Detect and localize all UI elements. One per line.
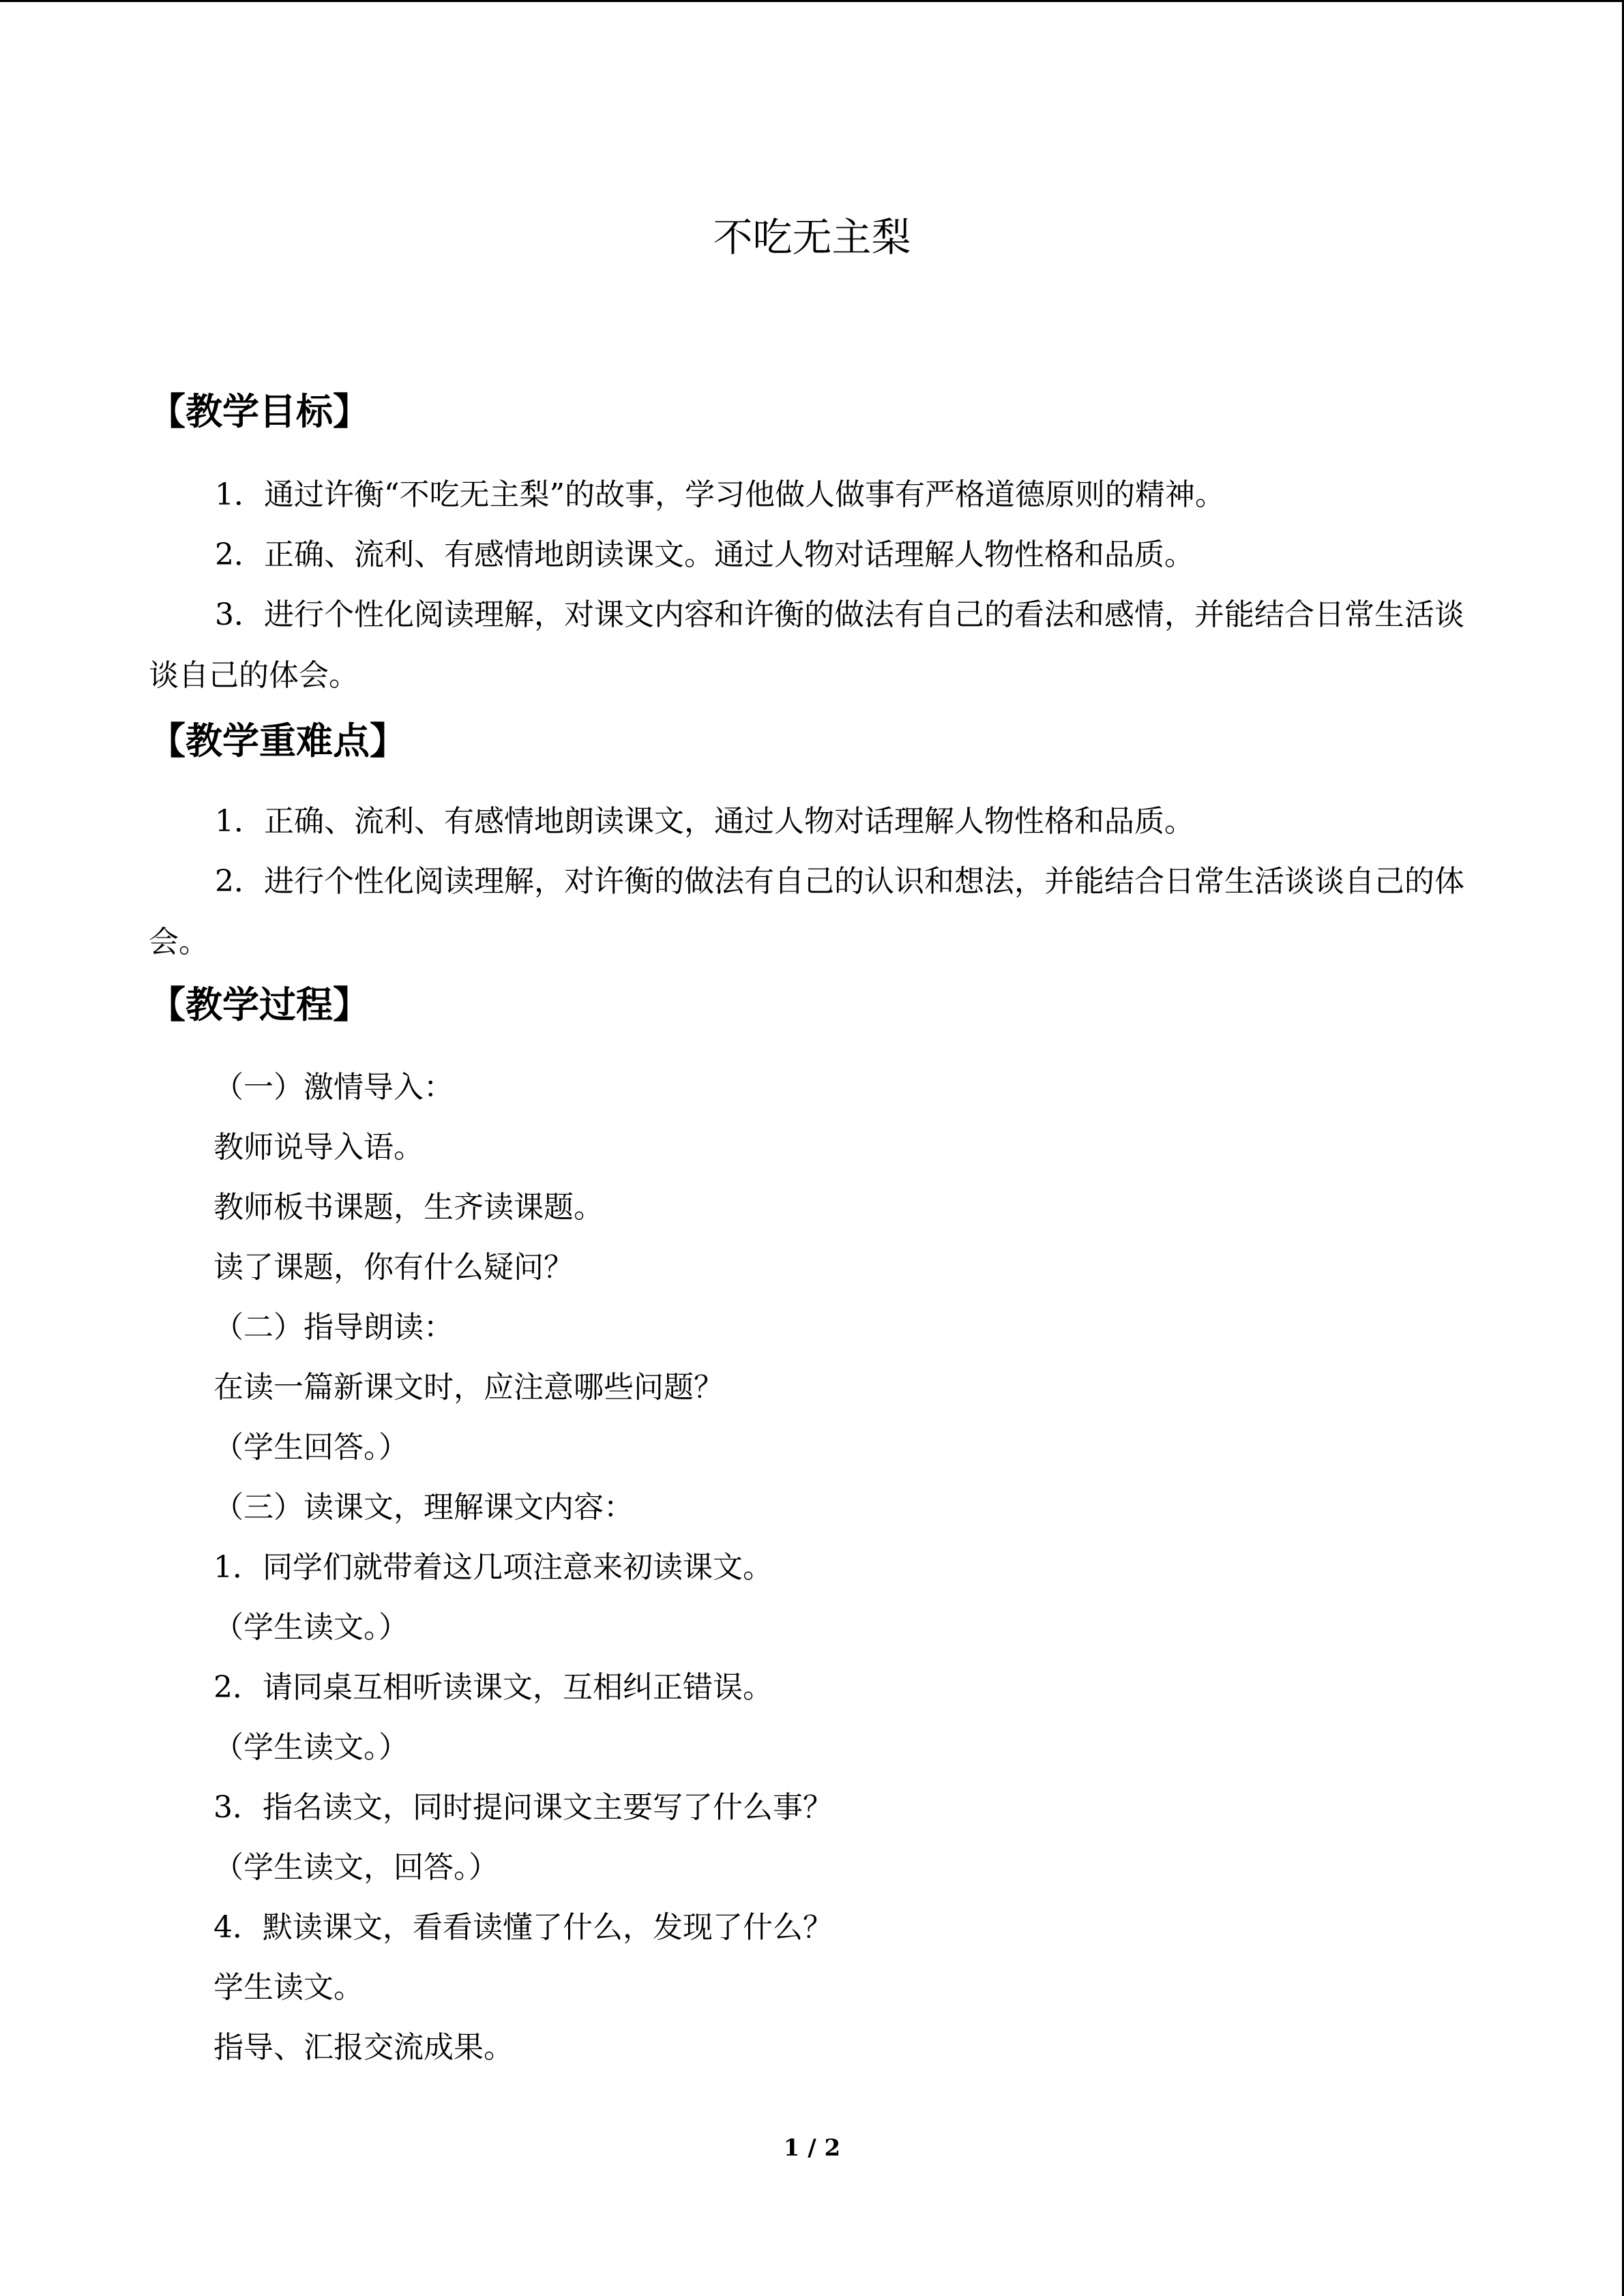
document-title: 不吃无主梨 (713, 214, 911, 260)
process-step: （学生读文，回答。） (213, 1850, 499, 1885)
process-step: 3．指名读文，同时提问课文主要写了什么事？ (213, 1790, 833, 1825)
key-point-item-2: 2．进行个性化阅读理解，对许衡的做法有自己的认识和想法，并能结合日常生活谈谈自己的体会。 (149, 864, 1464, 959)
process-step: 2．请同桌互相听读课文，互相纠正错误。 (213, 1670, 773, 1705)
process-step: （二）指导朗读： (213, 1310, 454, 1345)
process-step: （一）激情导入： (213, 1070, 454, 1105)
section-heading-key-points: 【教学重难点】 (149, 719, 407, 762)
process-step: （学生读文。） (213, 1730, 409, 1765)
section-heading-process: 【教学过程】 (149, 983, 370, 1026)
process-step: 在读一篇新课文时，应注意哪些问题？ (213, 1370, 724, 1405)
process-step: （学生回答。） (213, 1430, 409, 1465)
process-step: 4．默读课文，看看读懂了什么，发现了什么？ (213, 1910, 833, 1945)
process-step: 读了课题，你有什么疑问？ (213, 1250, 574, 1285)
section-heading-objectives: 【教学目标】 (149, 390, 370, 433)
objective-item-2: 2．正确、流利、有感情地朗读课文。通过人物对话理解人物性格和品质。 (215, 537, 1194, 572)
page-number: 1 / 2 (783, 2134, 841, 2162)
process-step: （三）读课文，理解课文内容： (213, 1490, 634, 1525)
process-step: 1．同学们就带着这几项注意来初读课文。 (213, 1550, 773, 1585)
objective-item-3: 3．进行个性化阅读理解，对课文内容和许衡的做法有自己的看法和感情，并能结合日常生活谈谈自己的体会。 (149, 597, 1464, 693)
process-step: 学生读文。 (213, 1970, 364, 2005)
process-step: （学生读文。） (213, 1610, 409, 1645)
process-step: 教师板书课题，生齐读课题。 (213, 1190, 604, 1225)
key-point-item-1: 1．正确、流利、有感情地朗读课文，通过人物对话理解人物性格和品质。 (215, 804, 1194, 839)
page-top-border (0, 0, 1624, 2)
objective-item-1: 1．通过许衡“不吃无主梨”的故事，学习他做人做事有严格道德原则的精神。 (215, 477, 1225, 512)
process-step: 指导、汇报交流成果。 (213, 2030, 514, 2065)
process-step: 教师说导入语。 (213, 1130, 424, 1165)
